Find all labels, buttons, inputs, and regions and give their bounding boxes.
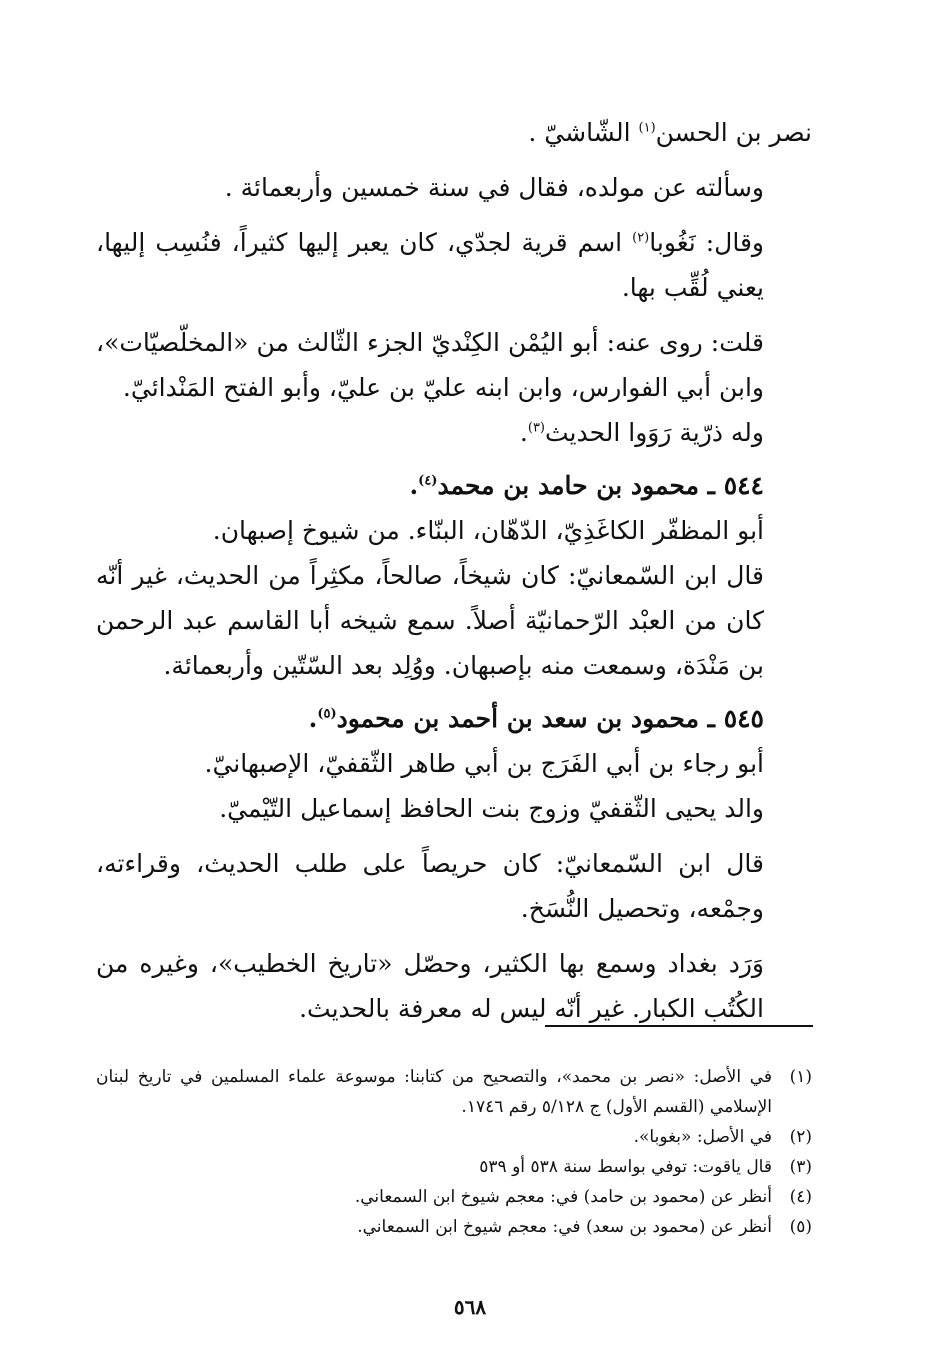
text-run: قال ابن السّمعانيّ: كان شيخاً، صالحاً، مكثِراً من الحديث، غير أنّه كان من العبْد الرّحمانيّة أصلاً. سمع شيخه أبا القاسم عبد الرحمن بن مَنْدَة، وسمعت منه بإصبهان. ووُلِد بعد السّتّين وأربعمائة.: [96, 561, 764, 680]
text-run: قلت: روى عنه: أبو اليُمْن الكِنْديّ الجزء الثّالث من «المخلّصيّات»، وابن أبي الفوارس، وابن ابنه عليّ بن عليّ، وأبو الفتح المَنْدائيّ.: [96, 328, 764, 402]
paragraph: [96, 553, 812, 688]
footnote-ref[interactable]: (٤): [418, 473, 438, 489]
footnotes: [96, 1062, 812, 1242]
footnote-text: أنظر عن (محمود بن سعد) في: معجم شيوخ ابن السمعاني.: [357, 1217, 772, 1237]
footnote-ref[interactable]: (٢): [632, 230, 650, 246]
paragraph: [96, 508, 812, 553]
text-run: وَرَد بغداد وسمع بها الكثير، وحصّل «تاريخ الخطيب»، وغيره من الكُتُب الكبار. غير أنّه ليس له معرفة بالحديث.: [96, 949, 764, 1023]
text-run: وقال: نَغُوبا: [649, 228, 764, 257]
person-name: نصر بن الحسن: [655, 118, 812, 147]
text-run: .: [519, 418, 528, 447]
footnote-separator: [545, 1025, 813, 1027]
entry-heading-545: [96, 696, 812, 741]
text-run: وله ذرّية رَوَوا الحديث: [545, 418, 764, 447]
page-number: ٥٦٨: [453, 1295, 487, 1319]
footnote-ref[interactable]: (١): [638, 120, 656, 136]
paragraph: [96, 220, 812, 310]
paragraph: [96, 786, 812, 831]
text-run: .: [308, 704, 318, 733]
footnote-text: قال ياقوت: توفي بواسط سنة ٥٣٨ أو ٥٣٩: [479, 1157, 772, 1177]
text-run: قال ابن السّمعانيّ: كان حريصاً على طلب الحديث، وقراءته، وجمْعه، وتحصيل النُّسَخ.: [96, 849, 764, 923]
paragraph: [96, 320, 812, 410]
paragraph: [96, 841, 812, 931]
paragraph: [96, 410, 812, 455]
footnote-ref[interactable]: (٣): [527, 420, 545, 436]
footnote-number: (٥): [789, 1217, 812, 1237]
text-run: أبو رجاء بن أبي الفَرَج بن أبي طاهر الثّقفيّ، الإصبهانيّ.: [204, 749, 764, 778]
text-run: الشّاشيّ .: [528, 118, 639, 147]
footnote-text: أنظر عن (محمود بن حامد) في: معجم شيوخ ابن السمعاني.: [354, 1187, 772, 1207]
paragraph: [96, 941, 812, 1031]
text-run: اسم قرية لجدّي، كان يعبر إليها كثيراً، فنُسِب إليها، يعني لُقِّب بها.: [96, 228, 764, 302]
paragraph: [96, 741, 812, 786]
footnote-number: (١): [789, 1067, 812, 1087]
paragraph: [96, 165, 812, 210]
footnote-number: (٤): [789, 1187, 812, 1207]
footnote: [96, 1152, 812, 1182]
text-run: والد يحيى الثّقفيّ وزوج بنت الحافظ إسماعيل التّيْميّ.: [219, 794, 764, 823]
entry-title: ٥٤٤ ـ محمود بن حامد بن محمد: [437, 471, 764, 500]
text-run: أبو المظفّر الكاغَذِيّ، الدّهّان، البنّاء. من شيوخ إصبهان.: [212, 516, 764, 545]
main-text: [96, 110, 812, 1031]
footnote-text: في الأصل: «نصر بن محمد»، والتصحيح من كتابنا: موسوعة علماء المسلمين في تاريخ لبنان الإسلامي (القسم الأول) ج ٥/١٢٨ رقم ١٧٤٦.: [96, 1067, 772, 1117]
text-run: وسألته عن مولده، فقال في سنة خمسين وأربعمائة .: [224, 173, 764, 202]
footnote: [96, 1062, 812, 1122]
footnote-text: في الأصل: «بغوبا».: [633, 1127, 772, 1147]
footnote-number: (٣): [789, 1157, 812, 1177]
text-run: .: [409, 471, 419, 500]
paragraph: [96, 110, 812, 155]
footnote-number: (٢): [789, 1127, 812, 1147]
footnote: [96, 1212, 812, 1242]
entry-heading-544: [96, 463, 812, 508]
footnote: [96, 1122, 812, 1152]
footnote: [96, 1182, 812, 1212]
footnote-ref[interactable]: (٥): [317, 706, 337, 722]
entry-title: ٥٤٥ ـ محمود بن سعد بن أحمد بن محمود: [336, 704, 764, 733]
